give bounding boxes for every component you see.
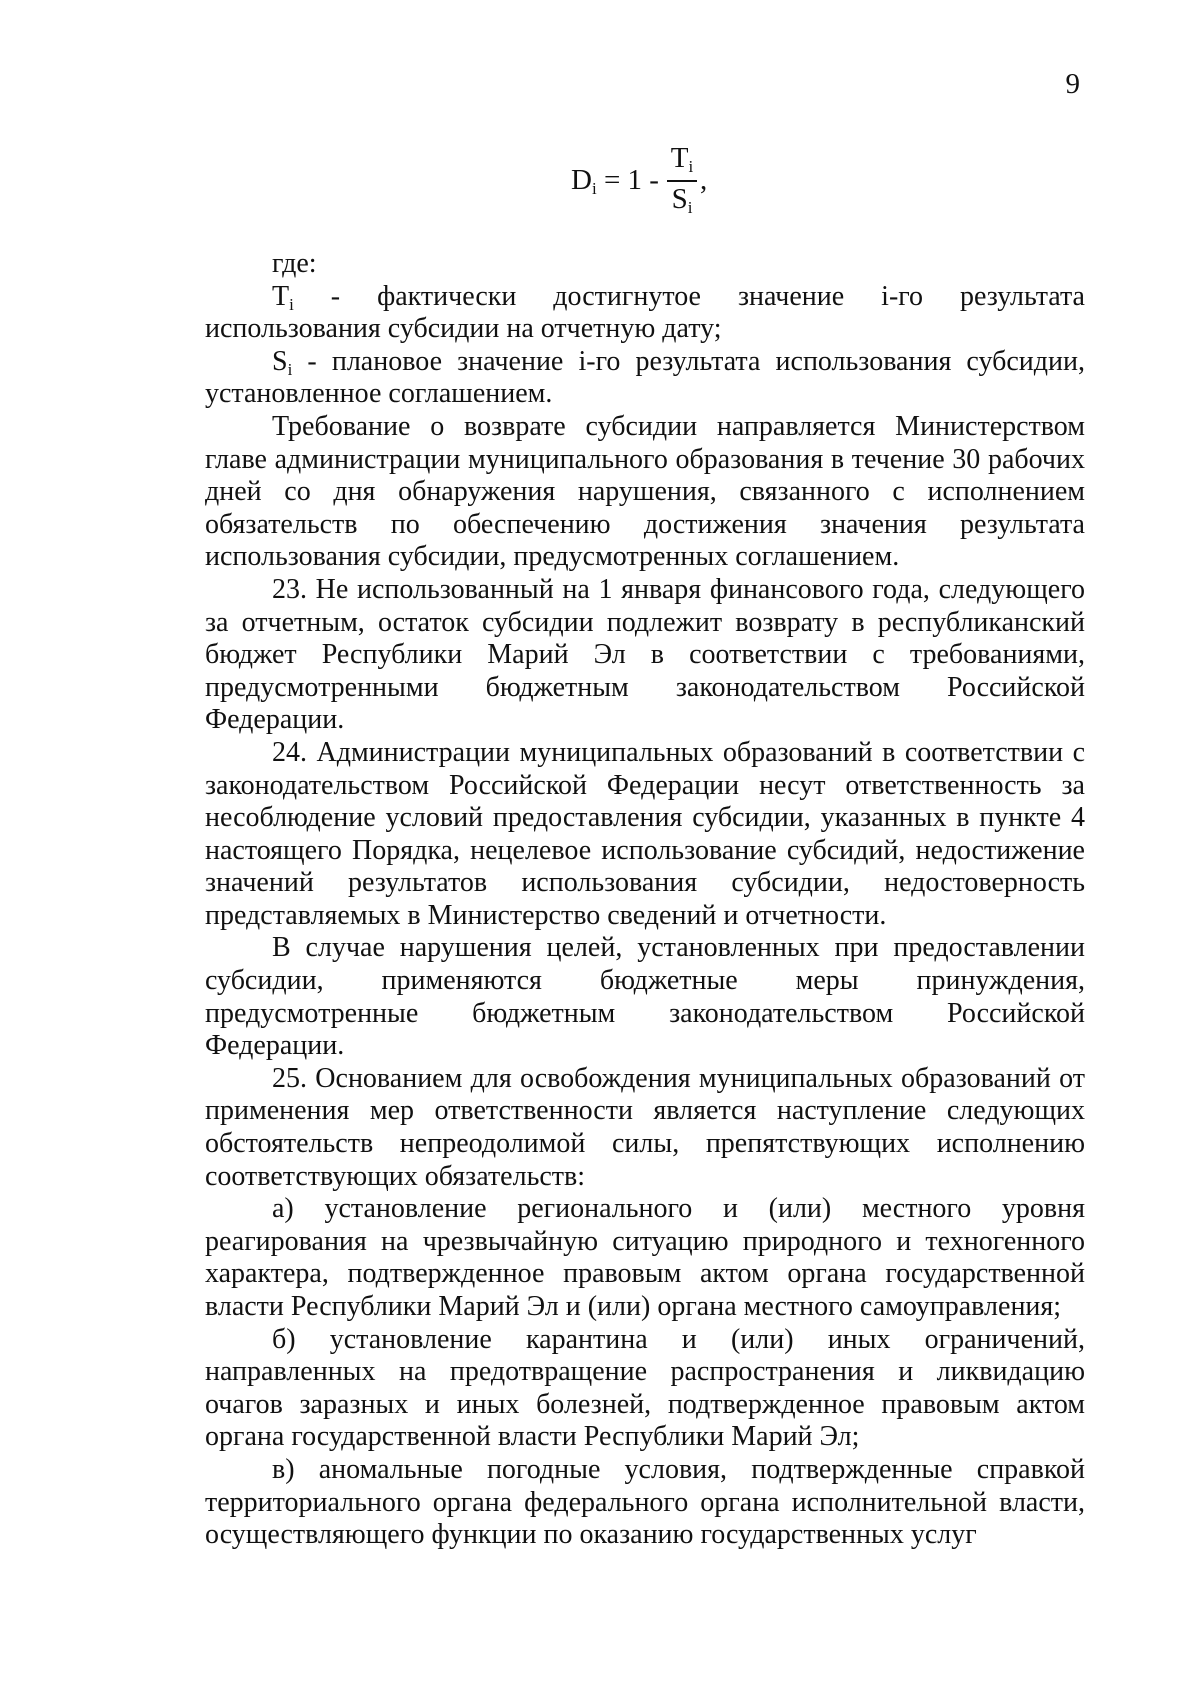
formula-lhs-symbol: D [571, 164, 592, 196]
page-number: 9 [1065, 68, 1080, 100]
paragraph-clause-24: 24. Администрации муниципальных образований в соответствии с законодательством Российской Федерации несут ответственность за несоблюдение условий предоставления субсидии, указанных в пункте 4 настоящего Порядка, нецелевое использование субсидий, недостижение значений результатов использования субсидии, недостоверность представляемых в Министерство сведений и отчетности. [205, 736, 1085, 931]
paragraph-item-v: в) аномальные погодные условия, подтвержденные справкой территориального органа федерального органа исполнительной власти, осуществляющего функции по оказанию государственных услуг [205, 1453, 1085, 1551]
paragraph-clause-23: 23. Не использованный на 1 января финансового года, следующего за отчетным, остаток субсидии подлежит возврату в республиканский бюджет Республики Марий Эл в соответствии с требованиями, предусмотренными бюджетным законодательством Российской Федерации. [205, 573, 1085, 736]
definition-t-text: - фактически достигнутое значение i-го результата использования субсидии на отчетную дату; [205, 280, 1085, 345]
formula-numerator [665, 140, 699, 176]
paragraph-item-a: а) установление регионального и (или) местного уровня реагирования на чрезвычайную ситуацию природного и техногенного характера, подтвержденное правовым актом органа государственной власти Республики Марий Эл и (или) органа местного самоуправления; [205, 1193, 1085, 1322]
paragraph-clause-25: 25. Основанием для освобождения муниципальных образований от применения мер ответственности является наступление следующих обстоятельств непреодолимой силы, препятствующих исполнению соответствующих обязательств: [205, 1062, 1085, 1192]
formula-trailing-comma: , [700, 164, 708, 196]
formula-numerator-sub: i [688, 157, 694, 176]
definition-s-symbol: S [272, 345, 288, 377]
formula-denominator [665, 181, 699, 217]
formula-numerator-symbol: T [670, 142, 689, 174]
definition-s-text: - плановое значение i-го результата использования субсидии, установленное соглашением. [205, 345, 1085, 410]
paragraph-refund-requirement: Требование о возврате субсидии направляется Министерством главе администрации муниципального образования в течение 30 рабочих дней со дня обнаружения нарушения, связанного с исполнением обязательств по обеспечению достижения значения результата использования субсидии, предусмотренных соглашением. [205, 410, 1085, 573]
paragraph-item-b: б) установление карантина и (или) иных ограничений, направленных на предотвращение распространения и ликвидацию очагов заразных и иных болезней, подтвержденное правовым актом органа государственной власти Республики Марий Эл; [205, 1323, 1085, 1453]
formula-denominator-symbol: S [671, 183, 688, 215]
where-label: где: [272, 248, 317, 279]
paragraph-coercion-measures: В случае нарушения целей, установленных при предоставлении субсидии, применяются бюджетные меры принуждения, предусмотренные бюджетным законодательством Российской Федерации. [205, 932, 1085, 1062]
formula [0, 140, 1200, 220]
definition-s-sub: i [287, 359, 293, 379]
formula-equals-one-minus: = 1 - [596, 164, 659, 196]
formula-lhs [571, 162, 659, 198]
definition-t [205, 281, 1085, 346]
formula-fraction [665, 140, 699, 220]
definition-s [205, 346, 1085, 411]
formula-denominator-sub: i [687, 198, 693, 217]
formula-lhs-sub: i [591, 179, 597, 198]
definition-t-symbol: T [272, 280, 290, 312]
document-body [205, 248, 1085, 1552]
definition-t-sub: i [289, 294, 294, 314]
